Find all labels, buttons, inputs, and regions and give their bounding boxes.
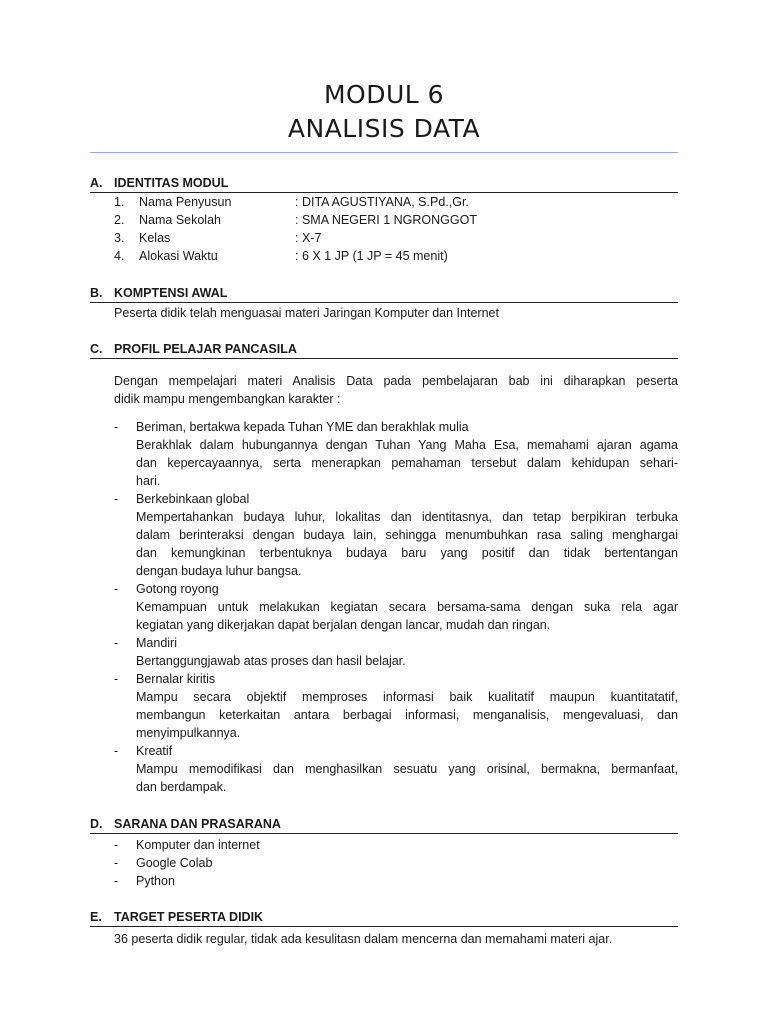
sarana-item: Python — [136, 874, 175, 888]
profil-intro: Dengan mempelajari materi Analisis Data pada pembelajaran bab ini diharapkan peserta — [114, 374, 678, 388]
list-dash: - — [114, 636, 119, 650]
title-divider — [90, 152, 678, 153]
section-letter: D. — [90, 817, 103, 831]
profil-item-title: Mandiri — [136, 636, 177, 650]
section-title: TARGET PESERTA DIDIK — [114, 910, 264, 924]
list-dash: - — [114, 744, 119, 758]
list-dash: - — [114, 582, 119, 596]
row-label: Nama Sekolah — [139, 213, 221, 227]
list-dash: - — [114, 838, 119, 852]
section-letter: B. — [90, 286, 103, 300]
profil-item-text: Mampu secara objektif memproses informasi baik kualitatif maupun kuantitatatif, — [136, 690, 678, 704]
section-title: PROFIL PELAJAR PANCASILA — [114, 342, 297, 356]
row-value: : 6 X 1 JP (1 JP = 45 menit) — [295, 249, 448, 263]
sarana-item: Google Colab — [136, 856, 213, 870]
row-number: 2. — [114, 213, 125, 227]
list-dash: - — [114, 856, 119, 870]
section-heading — [90, 285, 678, 303]
row-label: Alokasi Waktu — [139, 249, 218, 263]
profil-item-text: menyimpulkannya. — [136, 726, 241, 740]
row-label: Kelas — [139, 231, 171, 245]
profil-item-title: Kreatif — [136, 744, 173, 758]
document-title-line-1: MODUL 6 — [323, 80, 445, 109]
profil-item-text: Mempertahankan budaya luhur, lokalitas dan identitasnya, dan tetap berpikiran terbuka — [136, 510, 678, 524]
section-sarana-prasarana — [90, 816, 678, 834]
row-number: 4. — [114, 249, 125, 263]
section-profil-pelajar — [90, 341, 678, 359]
row-value: : X-7 — [295, 231, 322, 245]
profil-item-text: Bertanggungjawab atas proses dan hasil belajar. — [136, 654, 406, 668]
target-text: 36 peserta didik regular, tidak ada kesulitasn dalam mencerna dan memahami materi ajar. — [114, 932, 613, 946]
profil-item-text: Kemampuan untuk melakukan kegiatan secara bersama-sama dengan suka rela agar — [136, 600, 678, 614]
profil-item-text: kegiatan yang dikerjakan dapat berjalan dengan lancar, mudah dan ringan. — [136, 618, 551, 632]
profil-item-text: Mampu memodifikasi dan menghasilkan sesuatu yang orisinal, bermakna, bermanfaat, — [136, 762, 678, 776]
profil-item-text: hari. — [136, 474, 161, 488]
row-label: Nama Penyusun — [139, 195, 232, 209]
profil-item-text: dengan budaya luhur bangsa. — [136, 564, 302, 578]
profil-intro: didik mampu mengembangkan karakter : — [114, 392, 341, 406]
sarana-item: Komputer dan internet — [136, 838, 260, 852]
profil-item-title: Berkebinkaan global — [136, 492, 250, 506]
profil-item-text: dan kemungkinan terbentuknya budaya baru yang positif dan tidak bertentangan — [136, 546, 678, 560]
section-heading — [90, 909, 678, 927]
section-letter: C. — [90, 342, 103, 356]
profil-item-text: dalam berinteraksi dengan budaya lain, sehingga menumbuhkan rasa saling menghargai — [136, 528, 678, 542]
section-title: KOMPTENSI AWAL — [114, 286, 228, 300]
row-number: 1. — [114, 195, 125, 209]
section-letter: A. — [90, 176, 103, 190]
list-dash: - — [114, 874, 119, 888]
section-heading — [90, 816, 678, 834]
profil-item-text: dan kepercayaannya, serta menerapkan pemahaman tersebut dalam kehidupan sehari- — [136, 456, 678, 470]
identitas-row — [114, 247, 678, 265]
list-dash: - — [114, 492, 119, 506]
section-target-peserta — [90, 909, 678, 927]
profil-item-title: Bernalar kiritis — [136, 672, 216, 686]
document-title-line-2: ANALISIS DATA — [287, 114, 481, 143]
section-identitas-modul — [90, 175, 678, 193]
profil-item-text: Berakhlak dalam hubungannya dengan Tuhan Yang Maha Esa, memahami ajaran agama — [136, 438, 678, 452]
list-dash: - — [114, 420, 119, 434]
identitas-row — [114, 229, 678, 247]
profil-item-title: Gotong royong — [136, 582, 219, 596]
list-dash: - — [114, 672, 119, 686]
identitas-row — [114, 211, 678, 229]
row-number: 3. — [114, 231, 125, 245]
profil-item-text: dan berdampak. — [136, 780, 227, 794]
section-letter: E. — [90, 910, 102, 924]
section-heading — [90, 341, 678, 359]
profil-item-title: Beriman, bertakwa kepada Tuhan YME dan berakhlak mulia — [136, 420, 469, 434]
section-heading — [90, 175, 678, 193]
section-title: IDENTITAS MODUL — [114, 176, 229, 190]
section-title: SARANA DAN PRASARANA — [114, 817, 281, 831]
row-value: : DITA AGUSTIYANA, S.Pd.,Gr. — [295, 195, 469, 209]
row-value: : SMA NEGERI 1 NGRONGGOT — [295, 213, 477, 227]
profil-item-text: membangun keterkaitan antara berbagai informasi, menganalisis, mengevaluasi, dan — [136, 708, 678, 722]
section-kompetensi-awal — [90, 285, 678, 303]
identitas-row — [114, 193, 678, 211]
kompetensi-text: Peserta didik telah menguasai materi Jaringan Komputer dan Internet — [114, 306, 499, 320]
